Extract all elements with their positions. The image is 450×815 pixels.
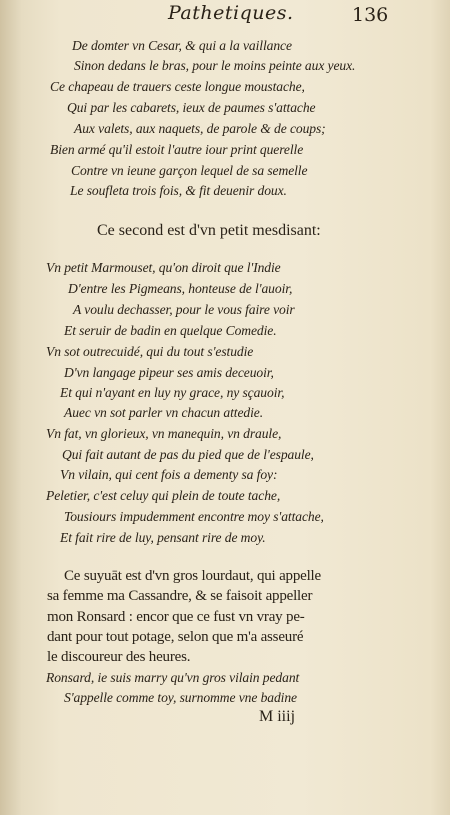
verse-line: De domter vn Cesar, & qui a la vaillance (72, 38, 292, 53)
signature-mark: M iiij (259, 708, 296, 725)
prose-line: dant pour tout potage, selon que m'a asseuré (47, 629, 304, 645)
prose-line: mon Ronsard : encor que ce fust vn vray pe- (47, 609, 305, 625)
verse-line: Tousiours impudemment encontre moy s'attache, (64, 509, 324, 524)
verse-line: Qui fait autant de pas du pied que de l'espaule, (62, 447, 314, 462)
prose-line: le discoureur des heures. (47, 649, 191, 665)
verse-line: Auec vn sot parler vn chacun attedie. (64, 405, 264, 420)
verse-line: Vn sot outrecuidé, qui du tout s'estudie (46, 344, 254, 359)
verse-line: Ce chapeau de trauers ceste longue moustache, (50, 79, 305, 94)
verse-line: S'appelle comme toy, surnomme vne badine (64, 690, 297, 705)
section-intro: Ce second est d'vn petit mesdisant: (97, 222, 321, 239)
prose-line: Ce suyuāt est d'vn gros lourdaut, qui appelle (64, 568, 321, 584)
verse-line: Qui par les cabarets, ieux de paumes s'attache (67, 100, 316, 115)
verse-line: Vn fat, vn glorieux, vn manequin, vn draule, (46, 426, 282, 441)
verse-line: Aux valets, aux naquets, de parole & de coups; (74, 121, 326, 136)
verse-line: Ronsard, ie suis marry qu'vn gros vilain pedant (46, 670, 300, 685)
verse-line: Et seruir de badin en quelque Comedie. (64, 323, 277, 338)
verse-line: Bien armé qu'il estoit l'autre iour print querelle (50, 142, 304, 157)
verse-line: D'vn langage pipeur ses amis deceuoir, (64, 365, 274, 380)
verse-line: Vn petit Marmouset, qu'on diroit que l'Indie (46, 260, 281, 275)
verse-line: Peletier, c'est celuy qui plein de toute tache, (46, 488, 281, 503)
page-number: 136 (352, 4, 389, 26)
verse-line: Le soufleta trois fois, & fit deuenir doux. (70, 183, 287, 198)
verse-line: Et qui n'ayant en luy ny grace, ny sçauoir, (60, 385, 285, 400)
running-title: Pathetiques. (168, 2, 294, 24)
prose-line: sa femme ma Cassandre, & se faisoit appeller (47, 588, 313, 604)
verse-line: Et fait rire de luy, pensant rire de moy. (60, 530, 266, 545)
verse-line: A voulu dechasser, pour le vous faire voir (73, 302, 295, 317)
verse-line: Sinon dedans le bras, pour le moins peinte aux yeux. (74, 58, 356, 73)
page-header (0, 2, 450, 32)
verse-line: Vn vilain, qui cent fois a dementy sa foy: (60, 467, 278, 482)
verse-line: Contre vn ieune garçon lequel de sa semelle (71, 163, 308, 178)
verse-line: D'entre les Pigmeans, honteuse de l'auoir, (68, 281, 293, 296)
